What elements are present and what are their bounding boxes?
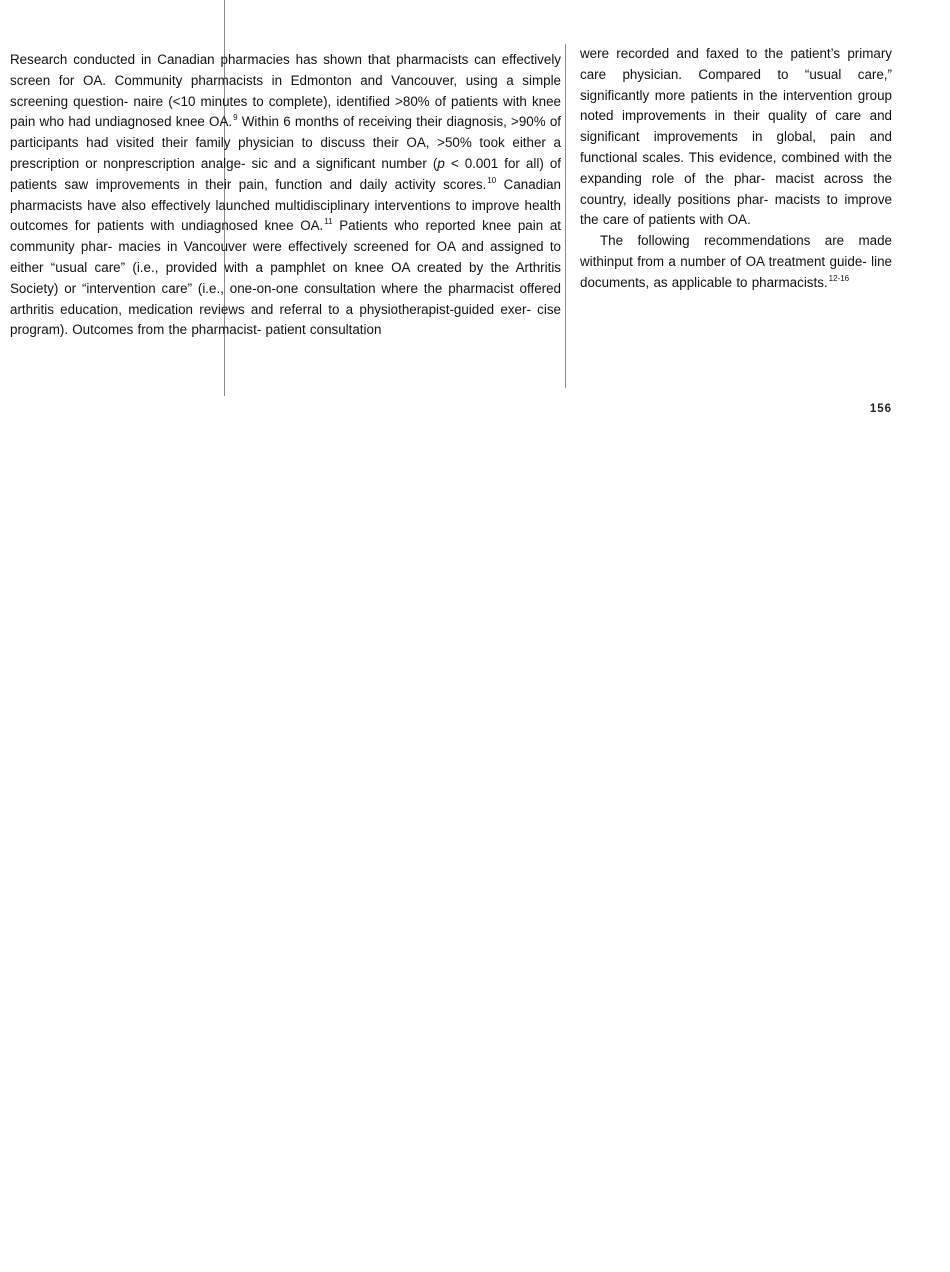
body-paragraph: were recorded and faxed to the patient’s primary care physician. Compared to “usual care,” significantly more patients in the intervention group noted improvements in their quality of care and significant improvements in global, pain and functional scales. This evidence, combined with the expanding role of the phar- macist across the country, ideally positions phar- macists to improve the care of patients with OA.: [580, 46, 892, 228]
body-text: Research conducted in Canadian pharmacies has shown that pharmacists can effectively screen for OA. Community pharmacists in Edmonton and Vancouver, using a simple screening question- naire (<10 minutes to complete), identified >80% of patients with knee pain who had undiagnosed knee OA.: [10, 52, 561, 130]
body-text: Canadian pharmacists have also effectively launched multidisciplinary interventions to improve health outcomes for patients with undiagnosed knee OA.: [10, 176, 561, 234]
column-divider-line: [565, 44, 566, 388]
body-text: Within 6 months of receiving their diagnosis, >90% of participants had visited their family physician to discuss their OA, >50% took either a prescription or nonprescription analge- sic and a significant number (: [10, 114, 562, 171]
citation-superscript: 12-16: [828, 273, 850, 283]
body-paragraph: [10, 50, 561, 341]
italic-p-symbol: p: [437, 155, 445, 171]
body-text: The following recommendations are made withinput from a number of OA treatment guide- line documents, as applicable to pharmacists.: [580, 233, 892, 290]
body-paragraph: [580, 231, 892, 293]
body-text: < 0.001 for all) of patients saw improvements in their pain, function and daily activity scores.: [10, 155, 561, 192]
page-number: 156: [869, 403, 892, 415]
citation-superscript: 11: [324, 217, 333, 227]
citation-superscript: 10: [487, 175, 497, 185]
right-text-column: [580, 44, 892, 294]
left-text-column: [10, 50, 561, 341]
body-text: Patients who reported knee pain at community phar- macies in Vancouver were effectively screened for OA and assigned to either “usual care” (i.e., provided with a pamphlet on knee OA created by the Arthritis Society) or “intervention care” (i.e., one-on-one consultation where the pharmacist offered arthritis education, medication reviews and referral to a physiotherapist-guided exer- cise program). Outcomes from the pharmacist- patient consultation: [10, 218, 561, 338]
citation-superscript: 9: [233, 113, 238, 123]
